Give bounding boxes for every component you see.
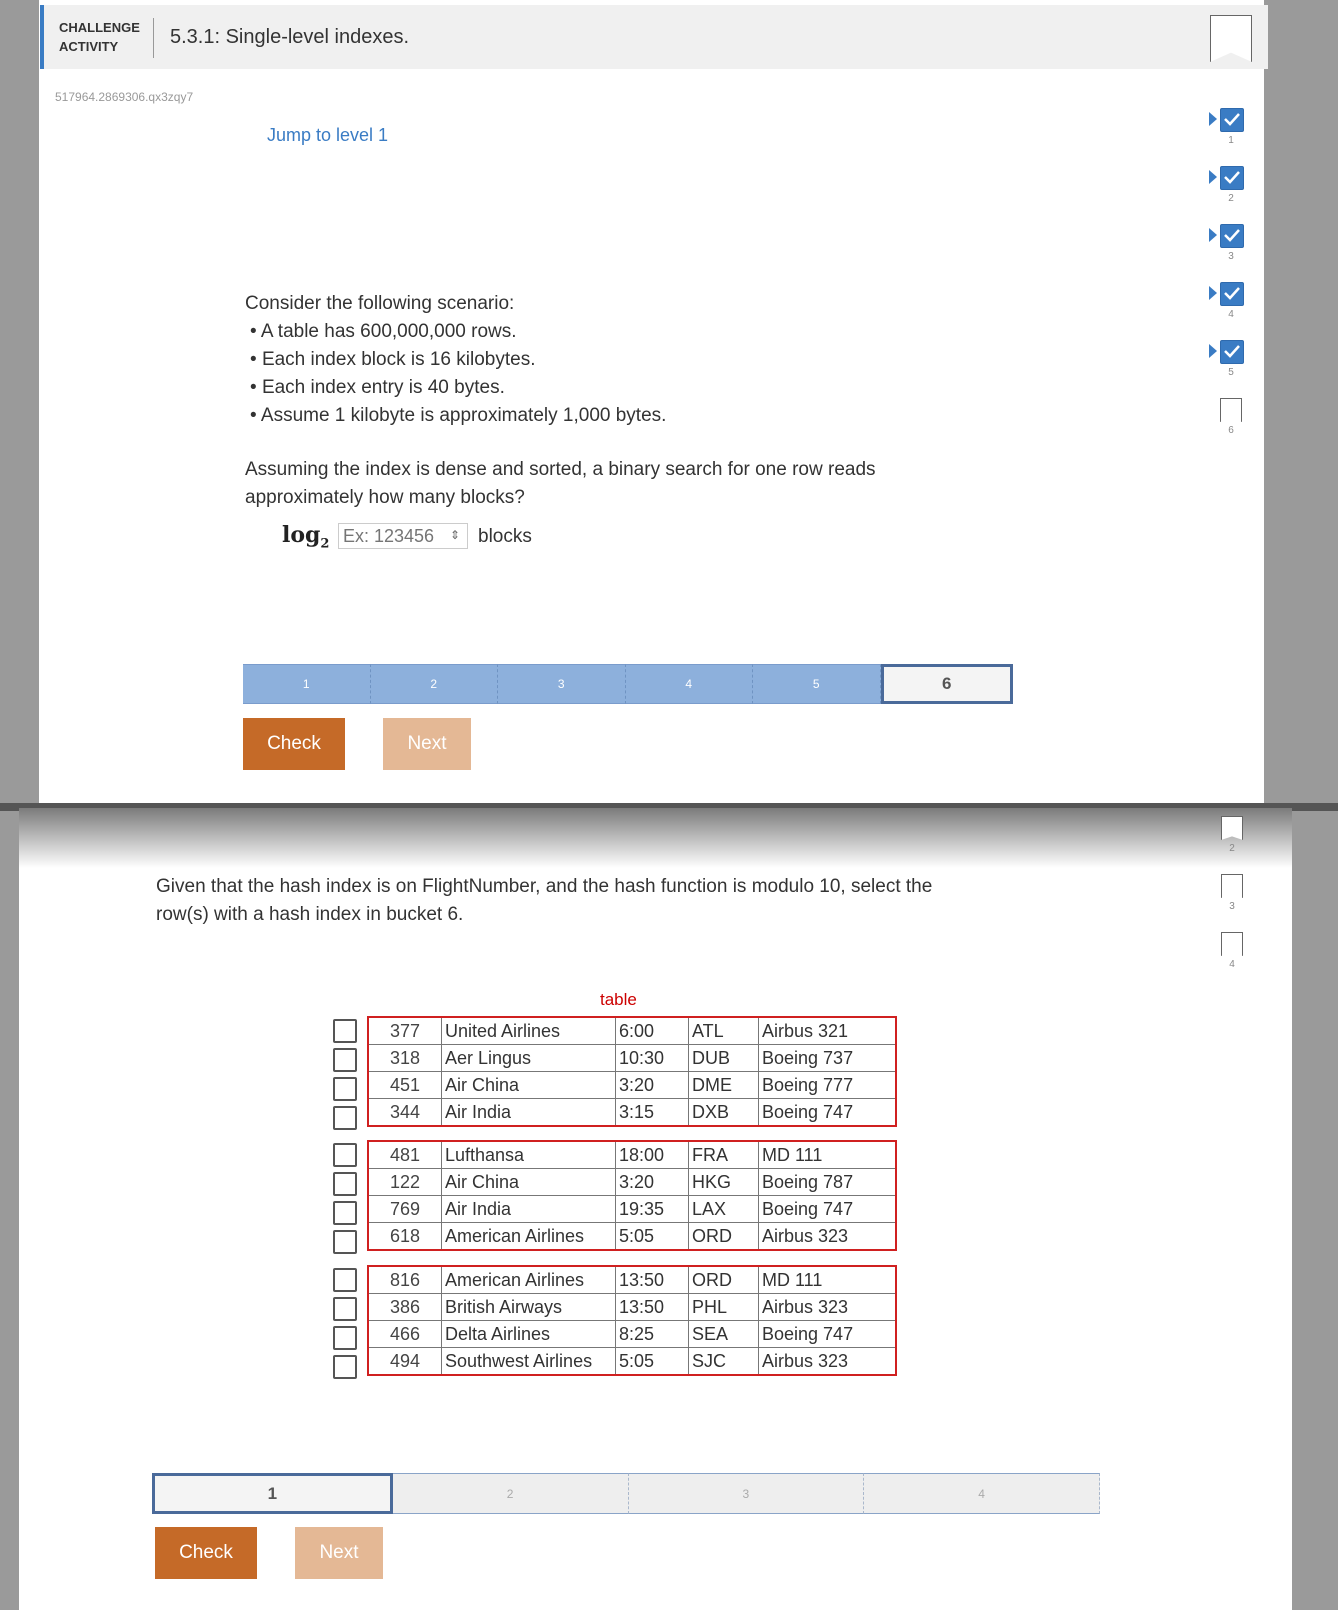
scenario-intro: Consider the following scenario: (245, 293, 515, 314)
table-row (368, 1017, 896, 1045)
progress-arrow-icon (1209, 170, 1217, 184)
table-cell: Delta Airlines (442, 1321, 616, 1348)
table-cell: 5:05 (616, 1223, 689, 1251)
table-cell: 122 (368, 1169, 442, 1196)
level-1-tab[interactable]: 1 (243, 664, 371, 704)
table-cell: 494 (368, 1348, 442, 1376)
progress-level-number: 3 (1229, 901, 1235, 912)
hash-question-text: Given that the hash index is on FlightNumber, and the hash function is modulo 10, select the row(s) with a hash index in bucket 6. (156, 876, 933, 925)
table-row (368, 1294, 896, 1321)
level-4-tab[interactable]: 4 (626, 664, 754, 704)
progress-empty-icon[interactable] (1220, 398, 1242, 422)
table-cell: 19:35 (616, 1196, 689, 1223)
table-row (368, 1196, 896, 1223)
level-selector-bottom (152, 1473, 1100, 1514)
table-cell: HKG (689, 1169, 759, 1196)
level-4-tab[interactable]: 4 (864, 1473, 1100, 1514)
table-cell: SJC (689, 1348, 759, 1376)
progress-level-number: 4 (1229, 959, 1235, 970)
table-cell: ORD (689, 1223, 759, 1251)
table-cell: Airbus 323 (759, 1294, 897, 1321)
row-checkbox[interactable] (333, 1143, 357, 1167)
table-cell: Air China (442, 1072, 616, 1099)
table-cell: Air India (442, 1099, 616, 1127)
table-row (368, 1169, 896, 1196)
table-cell: 18:00 (616, 1141, 689, 1169)
table-cell: ORD (689, 1266, 759, 1294)
table-cell: DXB (689, 1099, 759, 1127)
scenario-text (245, 290, 666, 430)
progress-level-number: 2 (1229, 843, 1235, 854)
level-2-tab[interactable]: 2 (393, 1473, 629, 1514)
progress-level-number: 3 (1228, 251, 1234, 262)
table-cell: Aer Lingus (442, 1045, 616, 1072)
table-cell: British Airways (442, 1294, 616, 1321)
table-cell: Boeing 737 (759, 1045, 897, 1072)
table-row (368, 1099, 896, 1127)
table-cell: PHL (689, 1294, 759, 1321)
table-cell: 6:00 (616, 1017, 689, 1045)
question-text: Assuming the index is dense and sorted, a binary search for one row reads approximately how many blocks? (245, 459, 876, 508)
progress-arrow-icon (1209, 344, 1217, 358)
activity-title: 5.3.1: Single-level indexes. (170, 26, 410, 48)
level-1-tab[interactable]: 1 (152, 1473, 393, 1514)
table-row (368, 1141, 896, 1169)
table-cell: 466 (368, 1321, 442, 1348)
table-row (368, 1348, 896, 1376)
table-cell: Boeing 777 (759, 1072, 897, 1099)
table-cell: 13:50 (616, 1294, 689, 1321)
row-checkbox[interactable] (333, 1268, 357, 1292)
table-cell: Boeing 747 (759, 1196, 897, 1223)
table-cell: Airbus 321 (759, 1017, 897, 1045)
table-cell: 618 (368, 1223, 442, 1251)
table-row (368, 1072, 896, 1099)
next-button[interactable]: Next (383, 718, 471, 770)
progress-check-icon[interactable] (1220, 108, 1244, 132)
activity-id: 517964.2869306.qx3zqy7 (55, 90, 194, 104)
level-5-tab[interactable]: 5 (753, 664, 881, 704)
level-2-tab[interactable]: 2 (371, 664, 499, 704)
table-cell: 3:20 (616, 1072, 689, 1099)
scenario-bullet: • Each index block is 16 kilobytes. (250, 349, 536, 370)
table-cell: 8:25 (616, 1321, 689, 1348)
table-cell: 3:15 (616, 1099, 689, 1127)
table-cell: 769 (368, 1196, 442, 1223)
table-row (368, 1321, 896, 1348)
table-cell: FRA (689, 1141, 759, 1169)
table-cell: DUB (689, 1045, 759, 1072)
table-cell: MD 111 (759, 1266, 897, 1294)
row-checkbox[interactable] (333, 1201, 357, 1225)
progress-check-icon[interactable] (1220, 340, 1244, 364)
table-cell: Southwest Airlines (442, 1348, 616, 1376)
table-cell: Air India (442, 1196, 616, 1223)
progress-arrow-icon (1209, 286, 1217, 300)
table-cell: Airbus 323 (759, 1223, 897, 1251)
scenario-bullet: • Assume 1 kilobyte is approximately 1,000 bytes. (250, 405, 667, 426)
scenario-bullet: • A table has 600,000,000 rows. (250, 321, 517, 342)
table-caption: table (600, 990, 637, 1009)
table-cell: Airbus 323 (759, 1348, 897, 1376)
table-cell: 318 (368, 1045, 442, 1072)
progress-check-icon[interactable] (1220, 282, 1244, 306)
table-cell: 10:30 (616, 1045, 689, 1072)
table-row (368, 1266, 896, 1294)
table-cell: 816 (368, 1266, 442, 1294)
table-cell: 451 (368, 1072, 442, 1099)
row-checkbox[interactable] (333, 1230, 357, 1254)
row-checkbox[interactable] (333, 1172, 357, 1196)
table-cell: 377 (368, 1017, 442, 1045)
flight-table-block (367, 1265, 897, 1376)
table-cell: Boeing 747 (759, 1099, 897, 1127)
progress-arrow-icon (1209, 228, 1217, 242)
table-cell: 13:50 (616, 1266, 689, 1294)
progress-arrow-icon (1209, 112, 1217, 126)
progress-check-icon[interactable] (1220, 224, 1244, 248)
table-cell: Boeing 747 (759, 1321, 897, 1348)
progress-level-number: 2 (1228, 193, 1234, 204)
row-checkbox[interactable] (333, 1048, 357, 1072)
log-label: $\log_2$ (282, 522, 330, 552)
progress-level-number: 5 (1228, 367, 1234, 378)
row-checkbox[interactable] (333, 1077, 357, 1101)
table-cell: LAX (689, 1196, 759, 1223)
activity-type-label: CHALLENGE ACTIVITY (59, 20, 140, 54)
table-row (368, 1045, 896, 1072)
progress-level-number: 6 (1228, 425, 1234, 436)
table-cell: 3:20 (616, 1169, 689, 1196)
scenario-bullet: • Each index entry is 40 bytes. (250, 377, 505, 398)
next-button[interactable]: Next (295, 1527, 383, 1579)
table-cell: American Airlines (442, 1266, 616, 1294)
check-button[interactable]: Check (243, 718, 345, 770)
table-cell: ATL (689, 1017, 759, 1045)
progress-level-number: 1 (1228, 135, 1234, 146)
table-cell: DME (689, 1072, 759, 1099)
table-cell: 344 (368, 1099, 442, 1127)
header-separator (153, 18, 154, 58)
level-selector-top (243, 664, 1013, 704)
row-checkbox[interactable] (333, 1297, 357, 1321)
flight-table-block (367, 1016, 897, 1127)
row-checkbox[interactable] (333, 1019, 357, 1043)
unit-label: blocks (478, 526, 532, 547)
progress-check-icon[interactable] (1220, 166, 1244, 190)
row-checkbox[interactable] (333, 1326, 357, 1350)
jump-to-level-link[interactable]: Jump to level 1 (267, 125, 389, 145)
level-3-tab[interactable]: 3 (498, 664, 626, 704)
check-button[interactable]: Check (155, 1527, 257, 1579)
spinner-icon[interactable]: ⇕ (450, 528, 461, 542)
progress-level-number: 4 (1228, 309, 1234, 320)
table-cell: 5:05 (616, 1348, 689, 1376)
answer-input[interactable] (338, 523, 468, 549)
row-checkbox[interactable] (333, 1106, 357, 1130)
table-row (368, 1223, 896, 1251)
table-cell: SEA (689, 1321, 759, 1348)
table-cell: 481 (368, 1141, 442, 1169)
table-cell: United Airlines (442, 1017, 616, 1045)
table-cell: 386 (368, 1294, 442, 1321)
table-cell: MD 111 (759, 1141, 897, 1169)
flight-table-block (367, 1140, 897, 1251)
level-3-tab[interactable]: 3 (629, 1473, 865, 1514)
table-cell: Lufthansa (442, 1141, 616, 1169)
row-checkbox[interactable] (333, 1355, 357, 1379)
table-cell: Air China (442, 1169, 616, 1196)
table-cell: Boeing 787 (759, 1169, 897, 1196)
table-cell: American Airlines (442, 1223, 616, 1251)
level-6-tab[interactable]: 6 (881, 664, 1014, 704)
